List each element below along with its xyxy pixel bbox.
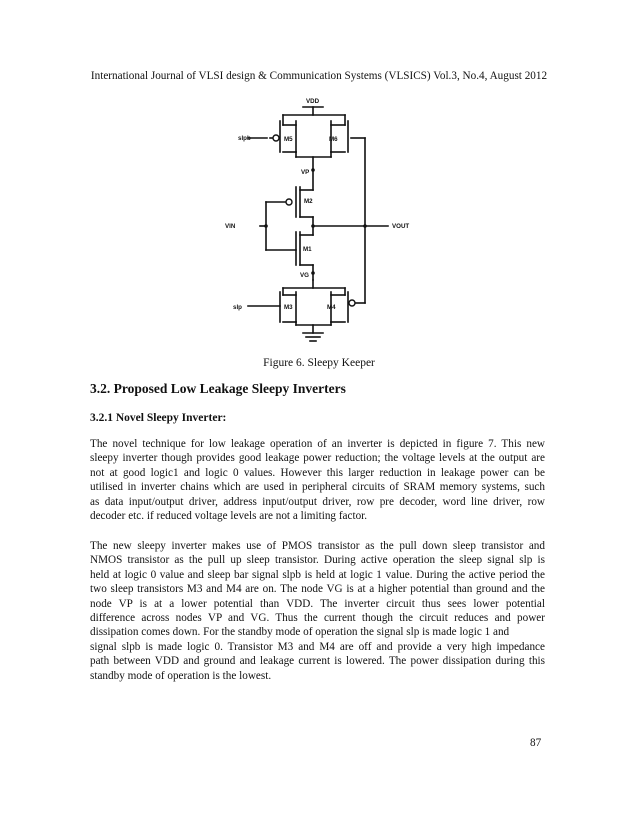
paragraph-sleepy-inverter-operation — [90, 539, 545, 683]
vin-label: VIN — [225, 223, 236, 230]
text-line: dissipation comes down. For the standby mode of operation the signal slp is made logic 1 and — [90, 626, 510, 639]
text-line: The new sleepy inverter makes use of PMOS transistor as the pull down sleep transistor and — [90, 540, 545, 552]
text-line: as data input/output driver, address input/output driver, row pre decoder, word line driver, row — [90, 495, 545, 508]
figure-caption: Figure 6. Sleepy Keeper — [263, 357, 375, 369]
text-line: held at logic 0 value and sleep bar signal slpb is held at logic 1 value. During the active period the — [90, 568, 545, 581]
vg-label: VG — [300, 272, 309, 279]
text-line: sleepy inverter though provides good leakage power reduction; the voltage levels at the output are — [90, 452, 545, 465]
m3-label: M3 — [284, 304, 293, 311]
paragraph-novel-technique — [90, 437, 545, 523]
slp-label: slp — [233, 304, 242, 311]
text-line: standby mode of operation is the lowest. — [90, 669, 272, 682]
text-line: signal slpb is made logic 0. Transistor M3 and M4 are off and provide a very high impedance — [90, 640, 545, 653]
subsection-title: 3.2.1 Novel Sleepy Inverter: — [90, 412, 227, 424]
text-line: utilised in inverter chains which are used in peripheral circuits of SRAM memory systems, such — [90, 481, 545, 494]
text-line: path between VDD and ground and leakage current is lowered. The power dissipation during this — [90, 655, 545, 668]
vp-label: VP — [301, 169, 310, 176]
section-title: 3.2. Proposed Low Leakage Sleepy Inverters — [90, 381, 346, 396]
text-line: node VP is at a lower potential than VDD. The inverter circuit thus sees lower potential — [90, 597, 545, 610]
text-line: NMOS transistor as the pull up sleep transistor. During active operation the sleep signal slp is — [90, 554, 545, 567]
text-line: two sleep transistors M3 and M4 are on. The node VG is at a higher potential than ground and the — [90, 583, 545, 596]
text-line: not at good logic1 and logic 0 values. However this larger reduction in leakage power can be — [90, 466, 545, 479]
vout-label: VOUT — [392, 223, 410, 230]
journal-header: International Journal of VLSI design & Communication Systems (VLSICS) Vol.3, No.4, August 2012 — [90, 70, 548, 82]
slpb-label: slpb — [238, 135, 251, 142]
text-line: The novel technique for low leakage operation of an inverter is depicted in figure 7. This new — [90, 438, 545, 450]
m5-label: M5 — [284, 136, 293, 143]
m4-label: M4 — [327, 304, 336, 311]
m6-label: M6 — [329, 136, 338, 143]
m1-label: M1 — [303, 246, 312, 253]
vdd-label: VDD — [306, 98, 320, 105]
text-line: difference across nodes VP and VG. Thus the current though the circuit reduces and power — [90, 612, 545, 625]
m2-label: M2 — [304, 198, 313, 205]
page-number: 87 — [530, 737, 542, 749]
sleepy-keeper-circuit-diagram — [200, 95, 440, 350]
text-line: decoder etc. if reduced voltage levels are not a limiting factor. — [90, 510, 368, 523]
